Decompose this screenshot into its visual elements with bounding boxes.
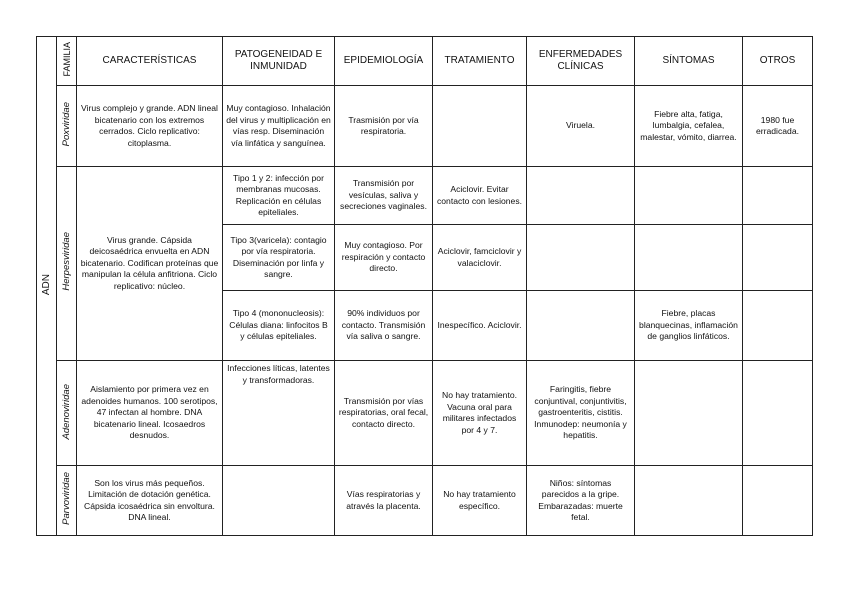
cell-epidemiologia: Transmisión por vías respiratorias, oral fecal, contacto directo. bbox=[335, 361, 433, 466]
cell-tratamiento: Inespecífico. Aciclovir. bbox=[433, 291, 527, 361]
header-epidemiologia: EPIDEMIOLOGÍA bbox=[335, 37, 433, 86]
header-familia: FAMILIA bbox=[57, 37, 77, 86]
header-enfermedades: ENFERMEDADES CLÍNICAS bbox=[527, 37, 635, 86]
cell-otros bbox=[743, 466, 813, 536]
cell-epidemiologia: Vías respiratorias y através la placenta. bbox=[335, 466, 433, 536]
cell-enfermedades bbox=[527, 225, 635, 291]
cell-enfermedades bbox=[527, 291, 635, 361]
table-row bbox=[37, 466, 813, 536]
header-sintomas: SÍNTOMAS bbox=[635, 37, 743, 86]
family-label: Herpesviridae bbox=[60, 232, 72, 292]
group-label: ADN bbox=[40, 273, 52, 295]
cell-epidemiologia: Trasmisión por vía respiratoria. bbox=[335, 86, 433, 167]
family-label: Adenoviridae bbox=[60, 383, 72, 439]
cell-caracteristicas: Aislamiento por primera vez en adenoides humanos. 100 serotipos, 47 infectan al hombre. DNA bicatenario lineal. Icosaedros desnudos. bbox=[77, 361, 223, 466]
table-row bbox=[37, 167, 813, 225]
cell-sintomas: Fiebre alta, fatiga, lumbalgia, cefalea, malestar, vómito, diarrea. bbox=[635, 86, 743, 167]
cell-sintomas bbox=[635, 167, 743, 225]
family-cell bbox=[57, 466, 77, 536]
cell-tratamiento: Aciclovir, famciclovir y valaciclovir. bbox=[433, 225, 527, 291]
table-row bbox=[37, 361, 813, 466]
cell-tratamiento: No hay tratamiento específico. bbox=[433, 466, 527, 536]
cell-sintomas bbox=[635, 225, 743, 291]
family-cell bbox=[57, 86, 77, 167]
virus-table bbox=[36, 36, 813, 536]
cell-otros: 1980 fue erradicada. bbox=[743, 86, 813, 167]
cell-enfermedades: Faringitis, fiebre conjuntival, conjuntivitis, gastroenteritis, cistitis. Inmunodep: neumonía y hepatitis. bbox=[527, 361, 635, 466]
cell-caracteristicas: Son los virus más pequeños. Limitación de dotación genética. Cápsida icosaédrica sin envoltura. DNA lineal. bbox=[77, 466, 223, 536]
cell-patogeneidad: Muy contagioso. Inhalación del virus y multiplicación en vías resp. Diseminación vía linfática y sanguínea. bbox=[223, 86, 335, 167]
group-cell bbox=[37, 37, 57, 536]
cell-otros bbox=[743, 361, 813, 466]
cell-enfermedades bbox=[527, 167, 635, 225]
cell-patogeneidad bbox=[223, 466, 335, 536]
cell-patogeneidad: Infecciones líticas, latentes y transformadoras. bbox=[223, 361, 335, 466]
cell-tratamiento bbox=[433, 86, 527, 167]
cell-epidemiologia: Muy contagioso. Por respiración y contacto directo. bbox=[335, 225, 433, 291]
cell-caracteristicas: Virus complejo y grande. ADN lineal bicatenario con los extremos cerrados. Ciclo replicativo: citoplasma. bbox=[77, 86, 223, 167]
header-caracteristicas: CARACTERÍSTICAS bbox=[77, 37, 223, 86]
table-row bbox=[37, 86, 813, 167]
cell-tratamiento: Aciclovir. Evitar contacto con lesiones. bbox=[433, 167, 527, 225]
cell-caracteristicas: Virus grande. Cápsida deicosaédrica envuelta en ADN bicatenario. Codifican proteínas que manipulan la célula anfitriona. Ciclo replicativo: núcleo. bbox=[77, 167, 223, 361]
cell-patogeneidad: Tipo 3(varicela): contagio por vía respiratoria. Diseminación por linfa y sangre. bbox=[223, 225, 335, 291]
cell-otros bbox=[743, 291, 813, 361]
header-patogeneidad: PATOGENEIDAD E INMUNIDAD bbox=[223, 37, 335, 86]
header-row bbox=[37, 37, 813, 86]
cell-tratamiento: No hay tratamiento. Vacuna oral para militares infectados por 4 y 7. bbox=[433, 361, 527, 466]
family-cell bbox=[57, 167, 77, 361]
cell-enfermedades: Niños: síntomas parecidos a la gripe. Embarazadas: muerte fetal. bbox=[527, 466, 635, 536]
family-cell bbox=[57, 361, 77, 466]
cell-epidemiologia: 90% individuos por contacto. Transmisión vía saliva o sangre. bbox=[335, 291, 433, 361]
cell-sintomas bbox=[635, 466, 743, 536]
header-tratamiento: TRATAMIENTO bbox=[433, 37, 527, 86]
family-label: Poxviridae bbox=[60, 102, 72, 147]
cell-patogeneidad: Tipo 4 (mononucleosis): Células diana: linfocitos B y células epiteliales. bbox=[223, 291, 335, 361]
cell-enfermedades: Viruela. bbox=[527, 86, 635, 167]
cell-otros bbox=[743, 167, 813, 225]
cell-epidemiologia: Transmisión por vesículas, saliva y secreciones vaginales. bbox=[335, 167, 433, 225]
cell-patogeneidad: Tipo 1 y 2: infección por membranas mucosas. Replicación en células epiteliales. bbox=[223, 167, 335, 225]
cell-sintomas bbox=[635, 361, 743, 466]
cell-sintomas: Fiebre, placas blanquecinas, inflamación de ganglios linfáticos. bbox=[635, 291, 743, 361]
family-label: Parvoviridae bbox=[60, 472, 72, 526]
cell-otros bbox=[743, 225, 813, 291]
header-otros: OTROS bbox=[743, 37, 813, 86]
